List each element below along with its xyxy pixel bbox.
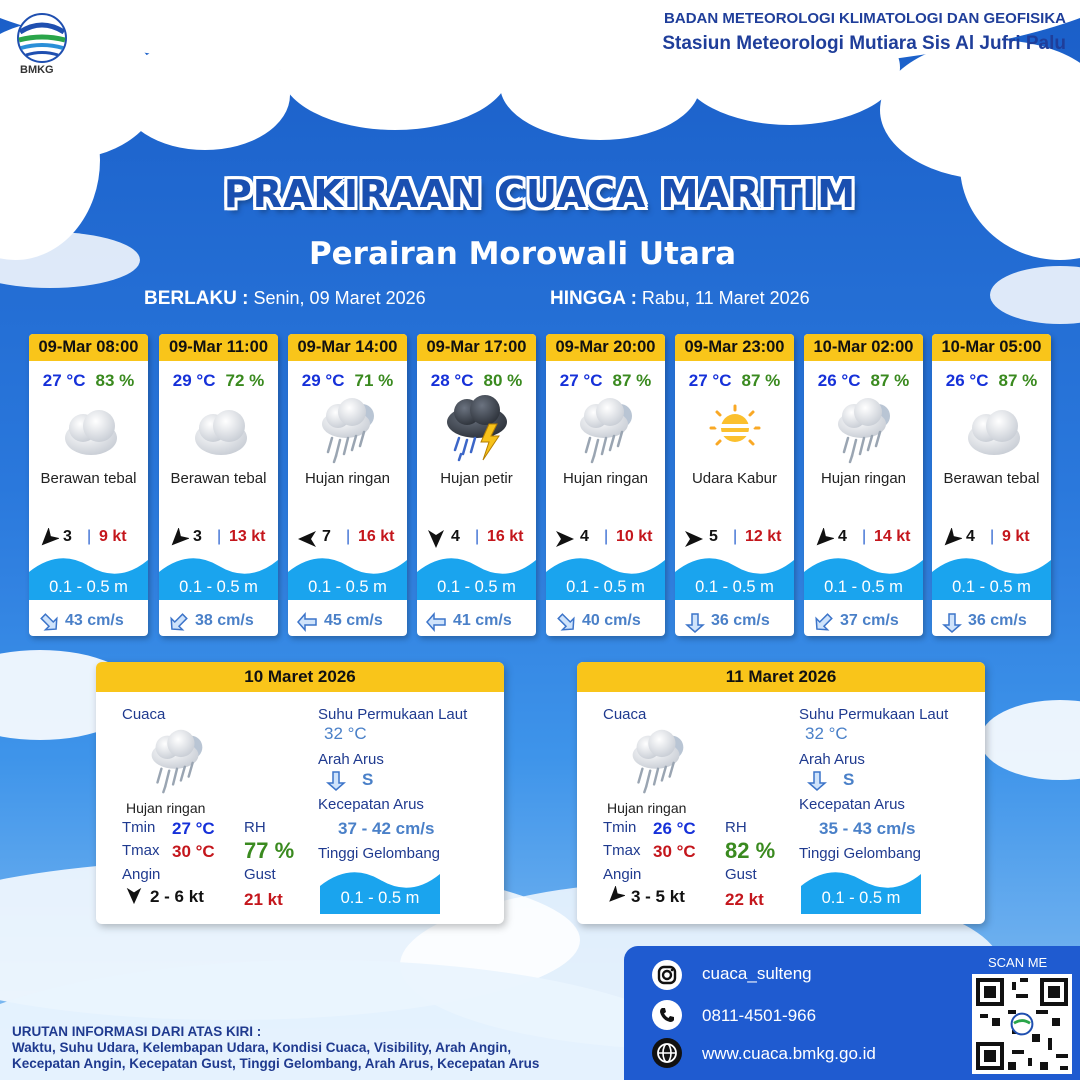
current-direction-icon [296, 610, 320, 634]
phone-number[interactable]: 0811-4501-966 [702, 1006, 817, 1025]
forecast-temp-rh [159, 371, 278, 391]
forecast-condition: Hujan petir [440, 470, 513, 487]
instagram-icon[interactable] [652, 960, 682, 990]
tmax-label: Tmax [603, 842, 641, 859]
forecast-wind [159, 526, 278, 550]
forecast-time: 09-Mar 11:00 [159, 334, 278, 361]
forecast-time: 09-Mar 17:00 [417, 334, 536, 361]
tmax-value: 30 °C [172, 842, 215, 861]
wind-speed: 4 [580, 528, 589, 545]
sst-label: Suhu Permukaan Laut [799, 706, 949, 723]
wind-direction-icon [425, 528, 447, 550]
forecast-rh: 87 % [741, 371, 781, 390]
wind-speed: 5 [709, 528, 718, 545]
page-subtitle: Perairan Morowali Utara [308, 236, 737, 272]
valid-to [550, 288, 810, 310]
wind-speed: 4 [966, 528, 975, 545]
forecast-rh: 72 % [225, 371, 265, 390]
forecast-time: 09-Mar 23:00 [675, 334, 794, 361]
forecast-temp: 27 °C [42, 371, 86, 390]
weather-label: Cuaca [122, 706, 166, 723]
current-direction-label: Arah Arus [318, 751, 384, 768]
forecast-temp: 28 °C [430, 371, 474, 390]
sst-label: Suhu Permukaan Laut [318, 706, 468, 723]
wave-height: 0.1 - 0.5 m [437, 578, 516, 596]
wind-speed: 3 [193, 528, 202, 545]
current-direction-icon [812, 610, 836, 634]
day-summary-panel [577, 662, 985, 924]
phone-icon[interactable] [652, 1000, 682, 1030]
current-speed-value: 37 - 42 cm/s [338, 819, 435, 838]
wind-label: Angin [122, 866, 161, 883]
gust-label: Gust [725, 866, 757, 883]
forecast-wind [675, 526, 794, 550]
tmin-value: 27 °C [172, 819, 215, 838]
forecast-condition: Berawan tebal [170, 470, 267, 487]
wind-gust: 14 kt [874, 528, 911, 545]
separator: | [346, 528, 351, 545]
tmin-value: 26 °C [653, 819, 696, 838]
current-speed: 36 cm/s [968, 612, 1027, 629]
wind-gust: 9 kt [99, 528, 127, 545]
weather-label: Cuaca [603, 706, 647, 723]
forecast-wind [804, 526, 923, 550]
current-speed: 37 cm/s [840, 612, 899, 629]
forecast-temp-rh [288, 371, 407, 391]
day-condition: Hujan ringan [126, 800, 206, 816]
day-condition: Hujan ringan [607, 800, 687, 816]
forecast-current [932, 610, 1051, 634]
wave-height: 0.1 - 0.5 m [952, 578, 1031, 596]
separator: | [475, 528, 480, 545]
forecast-temp-rh [675, 371, 794, 391]
valid-from-label: BERLAKU : [144, 288, 249, 309]
valid-from [144, 288, 426, 310]
separator: | [862, 528, 867, 545]
current-direction-icon [940, 610, 964, 634]
forecast-current [417, 610, 536, 634]
current-speed: 38 cm/s [195, 612, 254, 629]
forecast-wind [932, 526, 1051, 550]
wind-direction-icon [940, 528, 962, 550]
tmin-label: Tmin [122, 819, 156, 836]
current-direction-icon [167, 610, 191, 634]
forecast-temp-rh [29, 371, 148, 391]
thunderstorm-icon [437, 394, 517, 464]
forecast-temp: 26 °C [945, 371, 989, 390]
forecast-current [288, 610, 407, 634]
forecast-wind [417, 526, 536, 550]
forecast-rh: 87 % [870, 371, 910, 390]
current-direction-label: Arah Arus [799, 751, 865, 768]
current-direction-icon [683, 610, 707, 634]
current-direction-value: S [843, 770, 855, 789]
forecast-rh: 83 % [95, 371, 135, 390]
current-direction-icon [554, 610, 578, 634]
forecast-condition: Hujan ringan [304, 470, 391, 487]
cloud-icon [49, 394, 129, 464]
info-line-1: Waktu, Suhu Udara, Kelembapan Udara, Kondisi Cuaca, Visibility, Arah Angin, [12, 1040, 512, 1055]
forecast-wind [29, 526, 148, 550]
forecast-current [804, 610, 923, 634]
forecast-current [546, 610, 665, 634]
current-direction-icon [425, 610, 449, 634]
wave-height: 0.1 - 0.5 m [695, 578, 774, 596]
wind-gust: 12 kt [745, 528, 782, 545]
sst-value: 32 °C [805, 724, 848, 743]
forecast-temp-rh [417, 371, 536, 391]
separator: | [217, 528, 222, 545]
forecast-temp: 29 °C [172, 371, 216, 390]
current-speed: 43 cm/s [65, 612, 124, 629]
wind-gust: 13 kt [229, 528, 266, 545]
valid-to-label: HINGGA : [550, 288, 637, 309]
cloud-icon [952, 394, 1032, 464]
current-direction-icon [324, 768, 348, 792]
wind-direction-icon [167, 528, 189, 550]
forecast-rh: 71 % [354, 371, 394, 390]
forecast-card [675, 334, 794, 636]
tmin-label: Tmin [603, 819, 637, 836]
wind-gust: 10 kt [616, 528, 653, 545]
day-date: 10 Maret 2026 [96, 662, 504, 692]
forecast-condition: Hujan ringan [562, 470, 649, 487]
forecast-condition: Berawan tebal [943, 470, 1040, 487]
wave-height: 0.1 - 0.5 m [566, 578, 645, 596]
forecast-temp: 29 °C [301, 371, 345, 390]
current-speed: 36 cm/s [711, 612, 770, 629]
forecast-card [804, 334, 923, 636]
wind-speed: 7 [322, 528, 331, 545]
current-speed-value: 35 - 43 cm/s [819, 819, 916, 838]
wave-height: 0.1 - 0.5 m [308, 578, 387, 596]
globe-icon[interactable] [652, 1038, 682, 1068]
logo-text: BMKG [20, 64, 54, 76]
current-speed: 45 cm/s [324, 612, 383, 629]
forecast-temp: 27 °C [559, 371, 603, 390]
wind-speed: 4 [451, 528, 460, 545]
wind-range: 2 - 6 kt [150, 887, 204, 906]
wave-height: 0.1 - 0.5 m [179, 578, 258, 596]
wind-speed: 4 [838, 528, 847, 545]
forecast-rh: 87 % [998, 371, 1038, 390]
rh-value: 82 % [725, 838, 776, 863]
current-direction-value: S [362, 770, 374, 789]
rh-value: 77 % [244, 838, 295, 863]
wind-direction-icon [605, 886, 625, 906]
wind-direction-icon [296, 528, 318, 550]
wave-height: 0.1 - 0.5 m [821, 889, 901, 907]
rain-icon [138, 724, 216, 796]
rain-icon [566, 394, 646, 464]
separator: | [990, 528, 995, 545]
forecast-temp-rh [546, 371, 665, 391]
wave-label: Tinggi Gelombang [799, 845, 922, 862]
forecast-temp: 26 °C [817, 371, 861, 390]
wind-direction-icon [124, 886, 144, 906]
website-link[interactable]: www.cuaca.bmkg.go.id [702, 1044, 876, 1063]
info-legend [12, 1024, 539, 1072]
info-line-2: Kecepatan Angin, Kecepatan Gust, Tinggi Gelombang, Arah Arus, Kecepatan Arus [12, 1056, 540, 1071]
tmax-label: Tmax [122, 842, 160, 859]
forecast-card [29, 334, 148, 636]
forecast-time: 10-Mar 02:00 [804, 334, 923, 361]
station-name: Stasiun Meteorologi Mutiara Sis Al Jufri Palu [662, 33, 1066, 54]
haze-icon [695, 394, 775, 464]
forecast-rh: 87 % [612, 371, 652, 390]
valid-from-value: Senin, 09 Maret 2026 [253, 288, 426, 308]
forecast-temp: 27 °C [688, 371, 732, 390]
forecast-current [159, 610, 278, 634]
wave-height: 0.1 - 0.5 m [49, 578, 128, 596]
forecast-card [546, 334, 665, 636]
tmax-value: 30 °C [653, 842, 696, 861]
forecast-condition: Hujan ringan [820, 470, 907, 487]
cloud-icon [179, 394, 259, 464]
rain-icon [619, 724, 697, 796]
forecast-temp-rh [804, 371, 923, 391]
current-speed-label: Kecepatan Arus [318, 796, 424, 813]
forecast-card [417, 334, 536, 636]
forecast-wind [546, 526, 665, 550]
wind-speed: 3 [63, 528, 72, 545]
gust-label: Gust [244, 866, 276, 883]
forecast-current [675, 610, 794, 634]
wind-gust: 16 kt [487, 528, 524, 545]
rain-icon [308, 394, 388, 464]
current-direction-icon [37, 610, 61, 634]
wind-gust: 16 kt [358, 528, 395, 545]
wind-gust: 9 kt [1002, 528, 1030, 545]
gust-value: 21 kt [244, 890, 283, 909]
instagram-handle[interactable]: cuaca_sulteng [702, 964, 812, 983]
forecast-wind [288, 526, 407, 550]
wind-direction-icon [37, 528, 59, 550]
separator: | [87, 528, 92, 545]
forecast-condition: Udara Kabur [691, 470, 778, 487]
page-title: PRAKIRAAN CUACA MARITIM [223, 172, 857, 216]
forecast-condition: Berawan tebal [40, 470, 137, 487]
forecast-time: 09-Mar 20:00 [546, 334, 665, 361]
rh-label: RH [725, 819, 747, 836]
qr-code[interactable] [972, 974, 1072, 1074]
current-speed: 40 cm/s [582, 612, 641, 629]
gust-value: 22 kt [725, 890, 764, 909]
wind-label: Angin [603, 866, 642, 883]
forecast-time: 09-Mar 14:00 [288, 334, 407, 361]
wind-direction-icon [812, 528, 834, 550]
org-name: BADAN METEOROLOGI KLIMATOLOGI DAN GEOFISIKA [664, 10, 1066, 27]
wind-direction-icon [554, 528, 576, 550]
wave-height: 0.1 - 0.5 m [824, 578, 903, 596]
day-summary-panel [96, 662, 504, 924]
sst-value: 32 °C [324, 724, 367, 743]
scan-label: SCAN ME [988, 955, 1048, 970]
forecast-card [932, 334, 1051, 636]
wave-label: Tinggi Gelombang [318, 845, 441, 862]
wave-height: 0.1 - 0.5 m [340, 889, 420, 907]
forecast-card [159, 334, 278, 636]
rh-label: RH [244, 819, 266, 836]
forecast-temp-rh [932, 371, 1051, 391]
forecast-time: 09-Mar 08:00 [29, 334, 148, 361]
rain-icon [824, 394, 904, 464]
bmkg-logo [14, 12, 70, 64]
forecast-time: 10-Mar 05:00 [932, 334, 1051, 361]
day-date: 11 Maret 2026 [577, 662, 985, 692]
forecast-current [29, 610, 148, 634]
forecast-card [288, 334, 407, 636]
info-title: URUTAN INFORMASI DARI ATAS KIRI : [12, 1024, 262, 1039]
separator: | [604, 528, 609, 545]
current-direction-icon [805, 768, 829, 792]
separator: | [733, 528, 738, 545]
wind-direction-icon [683, 528, 705, 550]
current-speed-label: Kecepatan Arus [799, 796, 905, 813]
current-speed: 41 cm/s [453, 612, 512, 629]
wind-range: 3 - 5 kt [631, 887, 685, 906]
valid-to-value: Rabu, 11 Maret 2026 [641, 288, 810, 308]
forecast-rh: 80 % [483, 371, 523, 390]
